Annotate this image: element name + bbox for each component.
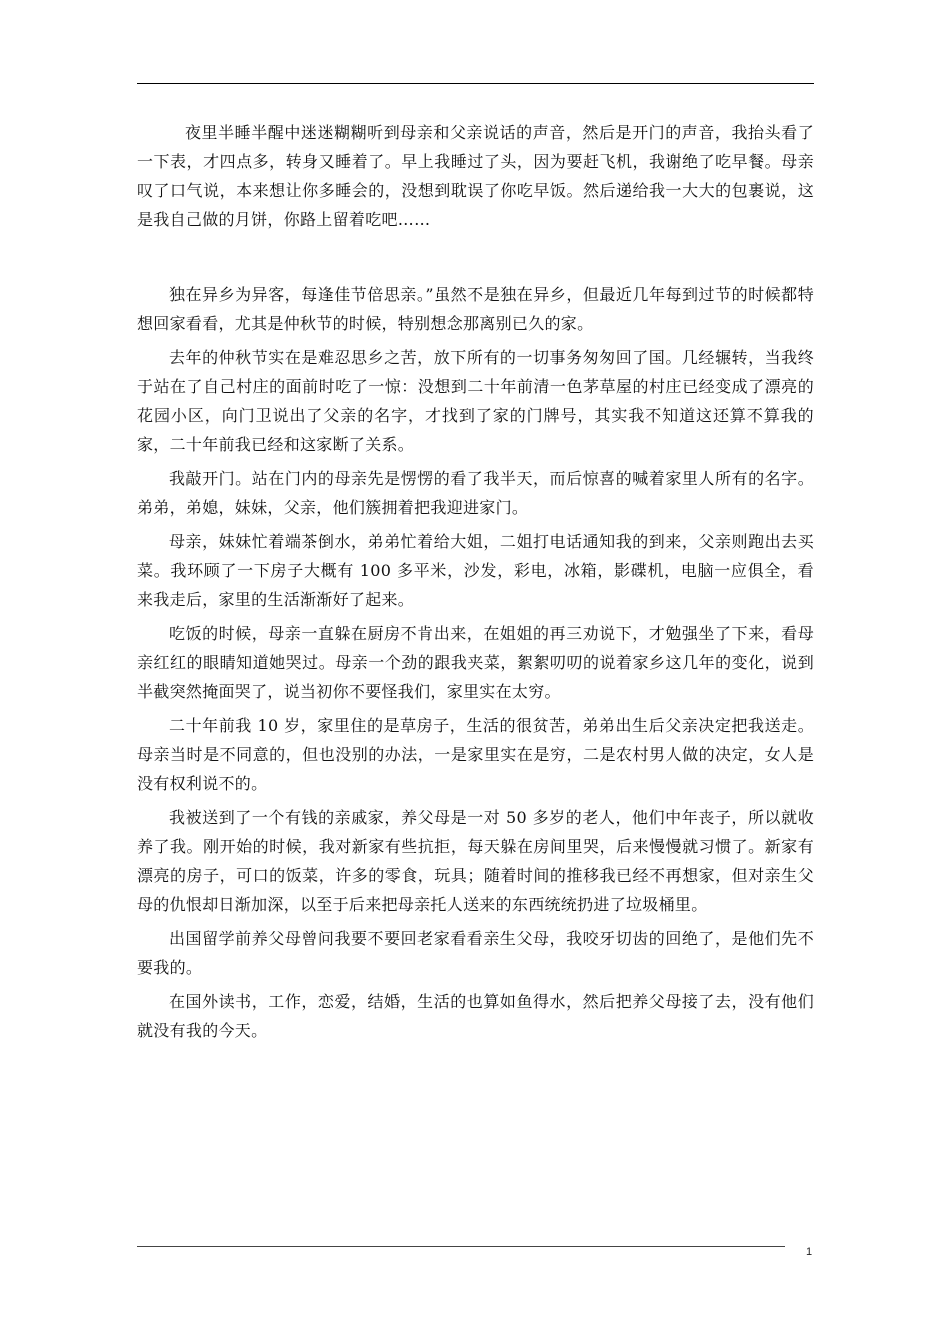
paragraph-7: 二十年前我 10 岁，家里住的是草房子，生活的很贫苦，弟弟出生后父亲决定把我送走。母亲当时是不同意的，但也没别的办法，一是家里实在是穷，二是农村男人做的决定，女人是没有权利说不的。 [137,716,814,793]
paragraph-2: 独在异乡为异客，每逢佳节倍思亲。”虽然不是独在异乡，但最近几年每到过节的时候都特想回家看看，尤其是仲秋节的时候，特别想念那离别已久的家。 [137,285,814,333]
paragraph-8: 我被送到了一个有钱的亲戚家，养父母是一对 50 多岁的老人，他们中年丧子，所以就收养了我。刚开始的时候，我对新家有些抗拒，每天躲在房间里哭，后来慢慢就习惯了。新家有漂亮的房子，可口的饭菜，许多的零食，玩具；随着时间的推移我已经不再想家，但对亲生父母的仇恨却日渐加深，以至于后来把母亲托人送来的东西统统扔进了垃圾桶里。 [137,808,814,914]
paragraph-9: 出国留学前养父母曾问我要不要回老家看看亲生父母，我咬牙切齿的回绝了，是他们先不要我的。 [137,929,814,977]
paragraph-1: 夜里半睡半醒中迷迷糊糊听到母亲和父亲说话的声音，然后是开门的声音，我抬头看了一下表，才四点多，转身又睡着了。早上我睡过了头，因为要赶飞机，我谢绝了吃早餐。母亲叹了口气说，本来想让你多睡会的，没想到耽误了你吃早饭。然后递给我一大大的包裹说，这是我自己做的月饼，你路上留着吃吧…… [137,123,814,229]
body-text [137,118,814,1045]
paragraph-10: 在国外读书，工作，恋爱，结婚，生活的也算如鱼得水，然后把养父母接了去，没有他们就没有我的今天。 [137,992,814,1040]
footer-rule [137,1246,785,1247]
header-rule [137,83,814,84]
page-number: 1 [806,1246,813,1258]
paragraph-5: 母亲，妹妹忙着端茶倒水，弟弟忙着给大姐，二姐打电话通知我的到来，父亲则跑出去买菜。我环顾了一下房子大概有 100 多平米，沙发，彩电，冰箱，影碟机，电脑一应俱全，看来我走后，家里的生活渐渐好了起来。 [137,532,814,609]
paragraph-6: 吃饭的时候，母亲一直躲在厨房不肯出来，在姐姐的再三劝说下，才勉强坐了下来，看母亲红红的眼睛知道她哭过。母亲一个劲的跟我夹菜，絮絮叨叨的说着家乡这几年的变化，说到半截突然掩面哭了，说当初你不要怪我们，家里实在太穷。 [137,624,814,701]
paragraph-4: 我敲开门。站在门内的母亲先是愣愣的看了我半天，而后惊喜的喊着家里人所有的名字。弟弟，弟媳，妹妹，父亲，他们簇拥着把我迎进家门。 [137,469,814,517]
paragraph-3: 去年的仲秋节实在是难忍思乡之苦，放下所有的一切事务匆匆回了国。几经辗转，当我终于站在了自己村庄的面前时吃了一惊：没想到二十年前清一色茅草屋的村庄已经变成了漂亮的花园小区，向门卫说出了父亲的名字，才找到了家的门牌号，其实我不知道这还算不算我的家，二十年前我已经和这家断了关系。 [137,348,814,454]
